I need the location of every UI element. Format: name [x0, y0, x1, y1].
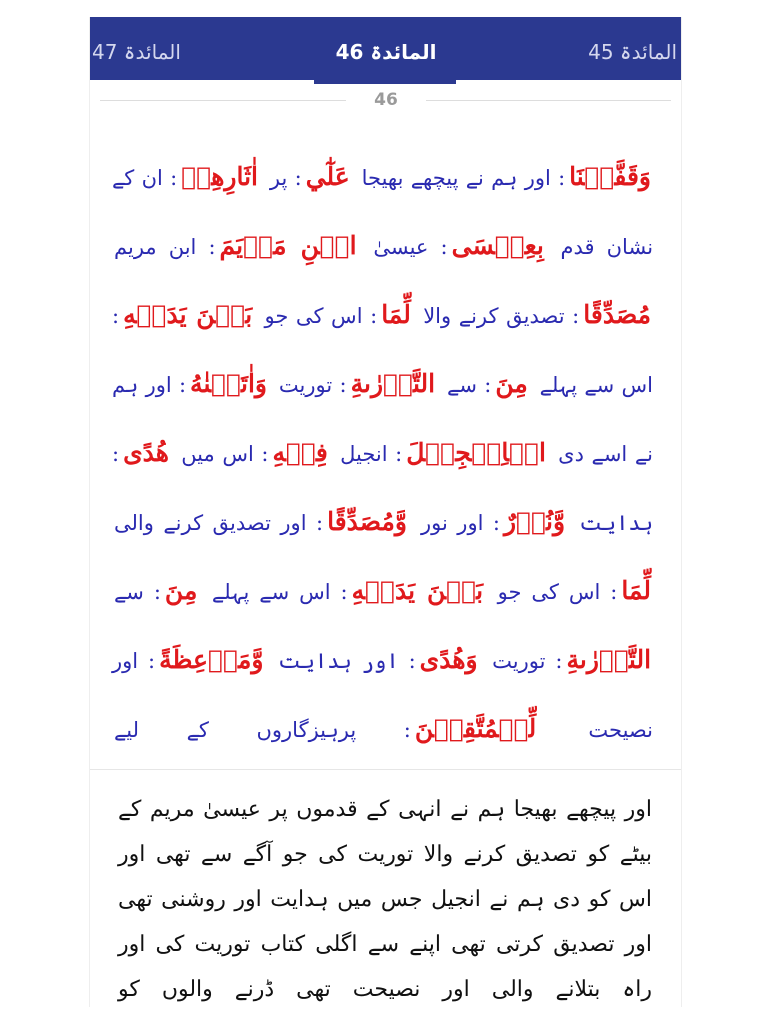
arabic-word[interactable]: لِّمَا [621, 576, 652, 605]
page-divider-left [100, 100, 346, 101]
page-number: 46 [374, 90, 398, 110]
tab-previous-page[interactable]: المائدۃ 45 [588, 40, 677, 64]
arabic-word[interactable]: ابۡنِ مَرۡيَمَ [219, 231, 357, 260]
urdu-meaning: : تصدیق کرنے والا [423, 304, 580, 328]
arabic-word[interactable]: وَّنُوۡرٌ [503, 507, 566, 536]
active-tab-indicator [314, 80, 456, 84]
content-panel [89, 17, 682, 1007]
urdu-meaning: : اس کی جو [264, 304, 378, 328]
urdu-meaning: : توریت [278, 373, 347, 397]
arabic-word[interactable]: التَّوۡرٰىةِ [566, 645, 652, 674]
urdu-meaning: : اور ہم نے پیچھے بھیجا [361, 166, 566, 190]
urdu-meaning: : سے [114, 580, 161, 604]
urdu-meaning: : اس سے پہلے [112, 304, 653, 397]
arabic-word[interactable]: فِيۡهِ [272, 438, 328, 467]
arabic-word[interactable]: لِّمَا [381, 300, 411, 329]
urdu-meaning: : اس میں [181, 442, 269, 466]
arabic-word[interactable]: وَّمَوۡعِظَةً [159, 645, 264, 674]
arabic-word[interactable]: بَيۡنَ يَدَيۡهِ [123, 300, 253, 329]
tab-current-page[interactable]: المائدۃ 46 [335, 40, 437, 64]
urdu-meaning: : اور نور [421, 511, 500, 535]
arabic-word[interactable]: هُدًى [123, 438, 169, 467]
word-by-word-translation [112, 143, 653, 764]
urdu-meaning: : اس سے پہلے [211, 580, 348, 604]
arabic-word[interactable]: لِّلۡمُتَّقِيۡنَ [414, 714, 537, 743]
tab-next-page[interactable]: المائدۃ 47 [92, 40, 181, 64]
arabic-word[interactable]: مُصَدِّقًا [583, 300, 652, 329]
urdu-translation: اور پیچھے بھیجا ہم نے انہی کے قدموں پر عیسیٰ مریم کے بیٹے کو تصدیق کرنے والا توریت کی جو آگے سے تھی اور اس کو دی ہم نے انجیل جس میں ہدایت اور روشنی تھی اور تصدیق کرتی تھی اپنے سے اگلی کتاب توریت کی اور راہ بتلانے والی اور نصیحت تھی ڈرنے والوں کو [118, 797, 652, 1002]
urdu-meaning: : ان کے نشان قدم [112, 166, 654, 259]
urdu-meaning: : انجیل [340, 442, 403, 466]
section-divider [90, 769, 681, 770]
urdu-meaning: : اور نصیحت [112, 649, 653, 742]
urdu-meaning: : سے [447, 373, 492, 397]
urdu-meaning: : پر [269, 166, 302, 190]
arabic-word[interactable]: الۡاِنۡجِيۡلَ [406, 438, 546, 467]
page-divider-right [426, 100, 671, 101]
arabic-word[interactable]: عَلٰٓي [305, 162, 350, 191]
arabic-word[interactable]: وَهُدًى [419, 645, 478, 674]
urdu-meaning: : اس کی جو [497, 580, 618, 604]
urdu-meaning: : اور ہدایت [277, 649, 416, 673]
arabic-word[interactable]: مِنَ [495, 369, 528, 398]
arabic-word[interactable]: وَاٰتَيۡنٰهُ [190, 369, 267, 398]
arabic-word[interactable]: بَيۡنَ يَدَيۡهِ [351, 576, 484, 605]
urdu-meaning: : ہدایت [112, 442, 653, 535]
urdu-meaning: : اور تصدیق کرنے والی [114, 511, 324, 535]
arabic-word[interactable]: التَّوۡرٰىةِ [350, 369, 436, 398]
arabic-word[interactable]: بِعِيۡسَى [451, 231, 544, 260]
arabic-word[interactable]: مِنَ [164, 576, 198, 605]
urdu-meaning: : اور ہم نے اسے دی [112, 373, 654, 466]
arabic-word[interactable]: وَقَفَّيۡنَا [569, 162, 652, 191]
urdu-meaning: : ابن مریم [114, 235, 216, 259]
arabic-word[interactable]: وَّمُصَدِّقًا [327, 507, 407, 536]
arabic-word[interactable]: اٰثَارِهِمۡ [181, 162, 258, 191]
urdu-meaning: : پرہیزگاروں کے لیے [114, 718, 411, 742]
urdu-meaning: : عیسیٰ [373, 235, 448, 259]
urdu-meaning: : توریت [492, 649, 563, 673]
surah-tab-bar [90, 17, 681, 80]
